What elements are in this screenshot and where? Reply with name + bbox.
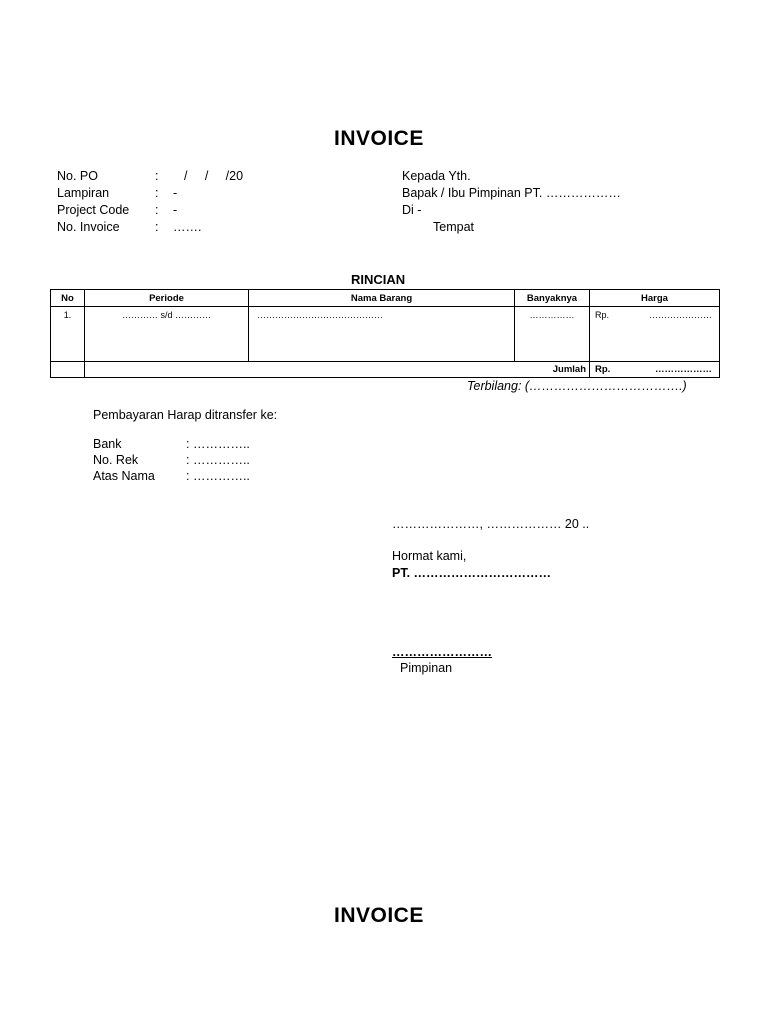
- project-code-separator: :: [155, 203, 159, 217]
- terbilang-text: Terbilang: (……………………………….): [467, 379, 687, 393]
- account-number-label: No. Rek: [93, 453, 139, 467]
- total-value: ………………: [655, 364, 712, 375]
- invoice-number-value: …….: [173, 220, 202, 234]
- recipient-location: Di -: [402, 203, 422, 217]
- account-name-row: [93, 469, 293, 485]
- regards-text: Hormat kami,: [392, 549, 467, 563]
- account-number-row: [93, 453, 293, 469]
- total-empty-cell: [51, 362, 85, 378]
- invoice-title: INVOICE: [334, 127, 424, 150]
- po-number-row: [57, 169, 377, 186]
- row-no: 1.: [51, 307, 85, 362]
- recipient-place: Tempat: [433, 220, 474, 234]
- lampiran-value: -: [173, 186, 178, 200]
- payment-intro: Pembayaran Harap ditransfer ke:: [93, 408, 278, 422]
- total-amount: [590, 362, 720, 378]
- account-name-value: : …………..: [186, 469, 250, 483]
- column-header-periode: Periode: [85, 290, 249, 307]
- invoice-number-separator: :: [155, 220, 159, 234]
- rincian-table: [50, 289, 720, 378]
- recipient-greeting: Kepada Yth.: [402, 169, 471, 183]
- column-header-no: No: [51, 290, 85, 307]
- account-name-label: Atas Nama: [93, 469, 155, 483]
- row-banyaknya: ……………: [515, 307, 590, 362]
- signatory-name-line: ……………………: [392, 645, 492, 659]
- row-harga: [590, 307, 720, 362]
- signatory-position: Pimpinan: [400, 661, 453, 675]
- lampiran-row: [57, 186, 377, 203]
- project-code-value: -: [173, 203, 178, 217]
- bank-label: Bank: [93, 437, 122, 451]
- table-row: [51, 307, 720, 362]
- project-code-row: [57, 203, 377, 220]
- date-line: …………………, ……………… 20 ..: [392, 517, 590, 531]
- lampiran-separator: :: [155, 186, 159, 200]
- invoice-title-second: INVOICE: [334, 904, 424, 927]
- table-header-row: [51, 290, 720, 307]
- row-harga-prefix: Rp.: [595, 310, 610, 320]
- column-header-nama-barang: Nama Barang: [249, 290, 515, 307]
- po-number-label: No. PO: [57, 169, 98, 183]
- table-total-row: [51, 362, 720, 378]
- company-name: PT. ……………………………: [392, 566, 552, 580]
- po-number-value: / / /20: [184, 169, 244, 183]
- invoice-number-label: No. Invoice: [57, 220, 120, 234]
- rincian-heading: RINCIAN: [351, 272, 406, 287]
- po-number-separator: :: [155, 169, 159, 183]
- row-nama-barang: ……………………………………: [249, 307, 515, 362]
- bank-value: : …………..: [186, 437, 250, 451]
- recipient-company: Bapak / Ibu Pimpinan PT. ………………: [402, 186, 621, 200]
- lampiran-label: Lampiran: [57, 186, 110, 200]
- total-label: Jumlah: [85, 362, 590, 378]
- column-header-banyaknya: Banyaknya: [515, 290, 590, 307]
- row-harga-value: …………………: [649, 310, 712, 320]
- project-code-label: Project Code: [57, 203, 130, 217]
- bank-row: [93, 437, 293, 453]
- column-header-harga: Harga: [590, 290, 720, 307]
- total-prefix: Rp.: [595, 364, 611, 375]
- account-number-value: : …………..: [186, 453, 250, 467]
- row-periode: ………… s/d …………: [85, 307, 249, 362]
- invoice-number-row: [57, 220, 377, 237]
